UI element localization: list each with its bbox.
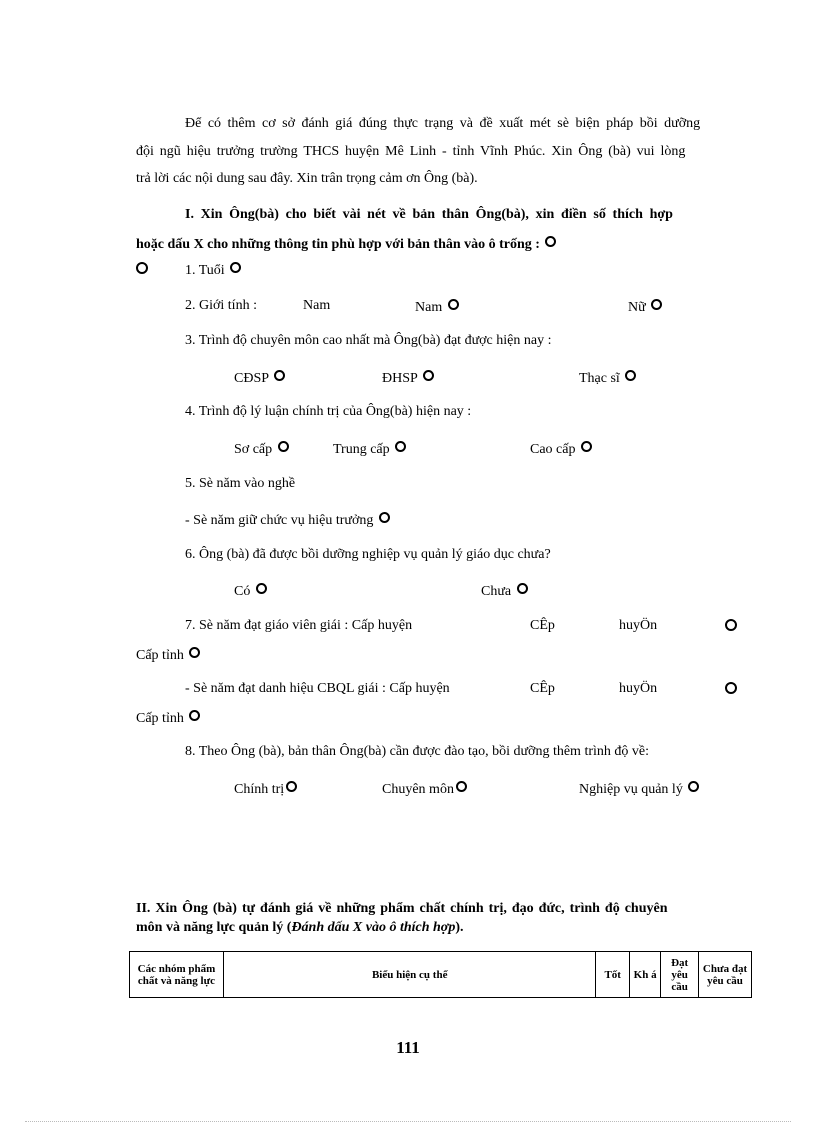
checkbox-icon[interactable] — [286, 781, 297, 792]
section1-line-1: I. Xin Ông(bà) cho biết vài nét về bản thân Ông(bà), xin điền số thích hợp — [185, 207, 673, 222]
page-number: 111 — [396, 1038, 420, 1057]
q3-option-2 — [382, 370, 434, 386]
checkbox-icon[interactable] — [517, 583, 528, 594]
q2-option-2 — [415, 299, 459, 315]
section2-line-2-post: ). — [455, 920, 464, 935]
checkbox-icon[interactable] — [256, 583, 267, 594]
q8-option-1-label: Chính trị — [234, 782, 285, 797]
q7b-label: - Sè năm đạt danh hiệu CBQL giái : Cấp huyện — [185, 681, 450, 696]
q4-option-1 — [234, 441, 289, 457]
q2-option-1: Nam — [303, 298, 331, 313]
checkbox-icon[interactable] — [448, 299, 459, 310]
q4-option-3-label: Cao cấp — [530, 442, 576, 457]
section1-line-2 — [136, 236, 556, 252]
q8-label: 8. Theo Ông (bà), bản thân Ông(bà) cần được đào tạo, bồi dưỡng thêm trình độ về: — [185, 744, 649, 759]
checkbox-icon[interactable] — [456, 781, 467, 792]
q6-option-1-label: Có — [234, 584, 251, 599]
checkbox-icon[interactable] — [725, 682, 737, 694]
header-pass: Đạt yêu cầu — [661, 952, 699, 998]
q1-label: 1. Tuổi — [185, 263, 225, 278]
q4-option-2-label: Trung cấp — [333, 442, 390, 457]
header-description: Biểu hiện cụ thể — [223, 952, 596, 998]
q8-option-2-label: Chuyên môn — [382, 782, 454, 797]
q7-cep: CÊp — [530, 618, 555, 633]
q7-huyon: huyÖn — [619, 618, 658, 633]
header-fair: Kh á — [629, 952, 660, 998]
q3-label: 3. Trình độ chuyên môn cao nhất mà Ông(bà) đạt được hiện nay : — [185, 333, 552, 348]
q2-label: 2. Giới tính : — [185, 298, 257, 313]
header-fail: Chưa đạt yêu cầu — [699, 952, 752, 998]
section2-line-2-pre: môn và năng lực quản lý ( — [136, 920, 292, 935]
q4-option-2 — [333, 441, 406, 457]
checkbox-icon[interactable] — [379, 512, 390, 523]
q7-cap-tinh — [136, 647, 200, 663]
checkbox-icon[interactable] — [545, 236, 556, 247]
q6-option-1 — [234, 583, 267, 599]
q8-option-3-label: Nghiệp vụ quản lý — [579, 782, 683, 797]
q4-option-3 — [530, 441, 592, 457]
q5-label: 5. Sè năm vào nghề — [185, 476, 296, 491]
page-bottom-rule — [25, 1121, 791, 1122]
q7b-cap-tinh — [136, 710, 200, 726]
q3-option-1-label: CĐSP — [234, 371, 269, 386]
q6-label: 6. Ông (bà) đã được bồi dưỡng nghiệp vụ quản lý giáo dục chưa? — [185, 547, 551, 562]
intro-line-1: Để có thêm cơ sở đánh giá đúng thực trạng và đề xuất mét sè biện pháp bồi dưỡng — [185, 116, 701, 131]
q4-option-1-label: Sơ cấp — [234, 442, 273, 457]
section1-line-2-text: hoặc dấu X cho những thông tin phù hợp với bản thân vào ô trống : — [136, 237, 540, 252]
q7b-cep: CÊp — [530, 681, 555, 696]
checkbox-icon[interactable] — [278, 441, 289, 452]
checkbox-icon[interactable] — [274, 370, 285, 381]
q6-option-2 — [481, 583, 528, 599]
checkbox-icon[interactable] — [395, 441, 406, 452]
q2-option-3 — [628, 299, 662, 315]
checkbox-icon[interactable] — [189, 647, 200, 658]
checkbox-icon[interactable] — [423, 370, 434, 381]
q5-sub-label: - Sè năm giữ chức vụ hiệu trưởng — [185, 513, 374, 528]
assessment-table — [129, 951, 752, 998]
intro-line-3: trả lời các nội dung sau đây. Xin trân trọng cảm ơn Ông (bà). — [136, 171, 478, 186]
table-header-row — [130, 952, 752, 998]
q8-option-2 — [382, 781, 467, 797]
q3-option-3-label: Thạc sĩ — [579, 371, 620, 386]
q1-row — [185, 262, 241, 278]
q7b-cap-tinh-label: Cấp tỉnh — [136, 711, 184, 726]
checkbox-icon[interactable] — [651, 299, 662, 310]
q7-cap-tinh-label: Cấp tỉnh — [136, 648, 184, 663]
q2-option-3-label: Nữ — [628, 300, 646, 315]
section2-line-1: II. Xin Ông (bà) tự đánh giá về những phẩm chất chính trị, đạo đức, trình độ chuyên — [136, 901, 668, 916]
checkbox-icon[interactable] — [136, 262, 148, 274]
checkbox-icon[interactable] — [189, 710, 200, 721]
checkbox-icon[interactable] — [688, 781, 699, 792]
q4-label: 4. Trình độ lý luận chính trị của Ông(bà) hiện nay : — [185, 404, 472, 419]
q2-option-2-label: Nam — [415, 300, 443, 315]
checkbox-icon[interactable] — [725, 619, 737, 631]
section2-line-2 — [136, 921, 464, 935]
q3-option-3 — [579, 370, 636, 386]
header-groups: Các nhóm phẩm chất và năng lực — [130, 952, 224, 998]
q7b-huyon: huyÖn — [619, 681, 658, 696]
q3-option-2-label: ĐHSP — [382, 371, 418, 386]
checkbox-icon[interactable] — [581, 441, 592, 452]
checkbox-icon[interactable] — [625, 370, 636, 381]
checkbox-icon[interactable] — [230, 262, 241, 273]
header-good: Tốt — [596, 952, 629, 998]
q7-label: 7. Sè năm đạt giáo viên giái : Cấp huyện — [185, 618, 413, 633]
q5-sub — [185, 512, 390, 528]
q8-option-3 — [579, 781, 699, 797]
q3-option-1 — [234, 370, 285, 386]
q8-option-1 — [234, 781, 297, 797]
intro-line-2: đội ngũ hiệu trưởng trường THCS huyện Mê Linh - tỉnh Vĩnh Phúc. Xin Ông (bà) vui lòng — [136, 144, 686, 159]
section2-line-2-emphasis: Đánh dấu X vào ô thích hợp — [291, 920, 456, 935]
q6-option-2-label: Chưa — [481, 584, 512, 599]
